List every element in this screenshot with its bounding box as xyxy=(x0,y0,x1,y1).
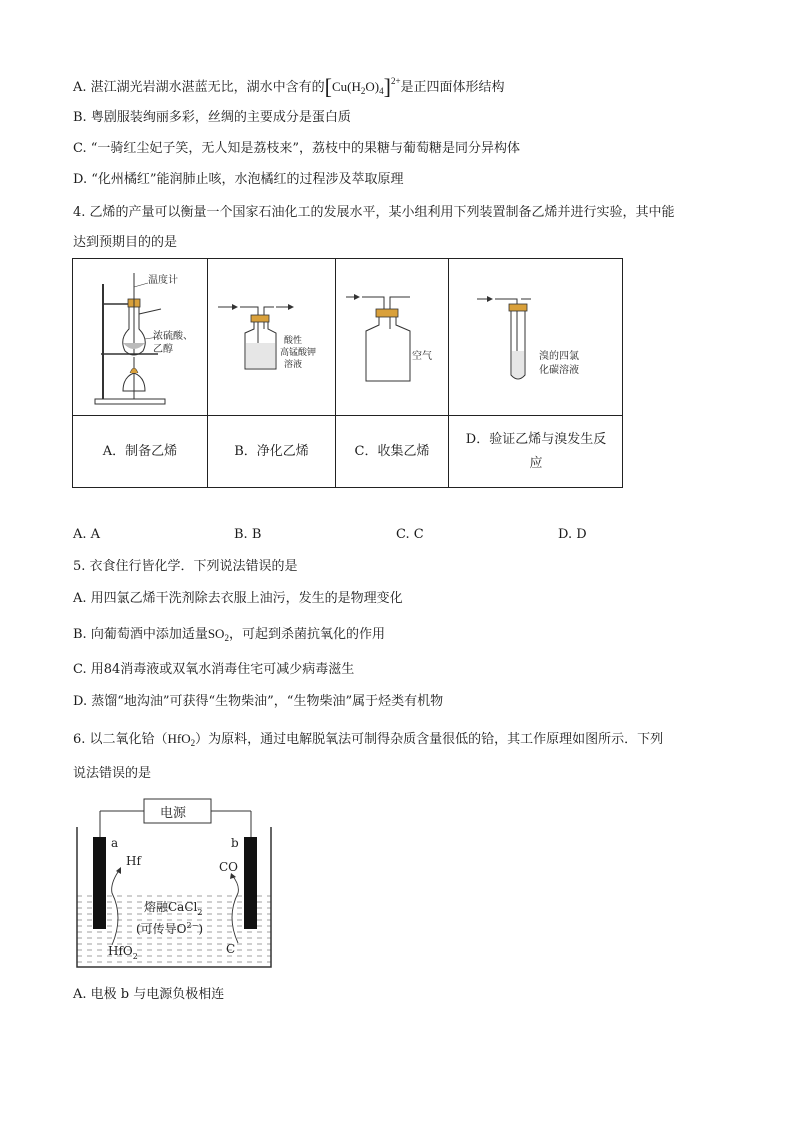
electrolysis-figure xyxy=(76,797,272,971)
q5-option-a: A. 用四氯乙烯干洗剂除去衣服上油污，发生的是物理变化 xyxy=(73,591,403,606)
electrode-a-label: a xyxy=(111,836,119,850)
apparatus-c-label-air: 空气 xyxy=(412,351,432,362)
q4-choice-c: C. C xyxy=(396,527,424,542)
so2-formula: $SO_2$ xyxy=(207,626,229,643)
apparatus-d-label-1: 溴的四氯 xyxy=(539,351,579,362)
q4-stem-line2: 达到预期目的的是 xyxy=(73,235,178,250)
apparatus-a-label-ethanol: 乙醇 xyxy=(153,344,173,355)
q4-cell-a: A．制备乙烯 xyxy=(102,444,178,459)
q5-option-b-text: B. 向葡萄酒中添加适量 xyxy=(73,627,208,642)
melt-note: (可传导$O^{2-}$) xyxy=(136,921,204,936)
apparatus-b-label-3: 溶液 xyxy=(284,360,303,370)
q6-stem-line1 xyxy=(73,729,663,753)
cu-complex-formula: $[Cu(H_2O)_4]^{2+}$ xyxy=(324,74,401,99)
apparatus-a-label-acid: 浓硫酸、 xyxy=(153,331,193,342)
q4-cell-d xyxy=(449,416,623,488)
hf-label: Hf xyxy=(126,854,141,868)
apparatus-b-label-1: 酸性 xyxy=(284,336,303,346)
q4-cell-d-line2: 应 xyxy=(529,456,543,471)
q4-choice-b: B. B xyxy=(234,527,262,542)
q4-choice-a: A. A xyxy=(73,527,101,542)
q6-stem-text-end: ）为原料，通过电解脱氧法可制得杂质含量很低的铪，其工作原理如图所示．下列 xyxy=(195,732,664,747)
hfo2-formula: HfO$_2$ xyxy=(167,731,196,748)
q3-option-a-text: A. 湛江湖光岩湖水湛蓝无比，湖水中含有的 xyxy=(73,80,325,95)
q6-option-a: A. 电极 b 与电源负极相连 xyxy=(73,987,225,1002)
apparatus-d-figure xyxy=(449,259,623,415)
q5-option-c: C. 用84消毒液或双氧水消毒住宅可减少病毒滋生 xyxy=(73,662,355,677)
q5-option-d: D. 蒸馏“地沟油”可获得“生物柴油”，“生物柴油”属于烃类有机物 xyxy=(73,694,444,709)
power-source-label: 电源 xyxy=(160,806,187,821)
q5-option-b-text-end: ，可起到杀菌抗氧化的作用 xyxy=(228,627,385,642)
q4-cell-d-line1: D．验证乙烯与溴发生反 xyxy=(465,432,607,447)
q4-stem-line1: 4. 乙烯的产量可以衡量一个国家石油化工的发展水平，某小组利用下列装置制备乙烯并进行实验，其中能 xyxy=(73,205,675,220)
q3-option-a xyxy=(73,71,505,101)
q3-option-a-text-end: 是正四面体形结构 xyxy=(400,80,505,95)
q4-choice-d: D. D xyxy=(558,527,587,542)
q3-option-c: C. “一骑红尘妃子笑，无人知是荔枝来”，荔枝中的果糖与葡萄糖是同分异构体 xyxy=(73,141,521,156)
q5-stem: 5. 衣食住行皆化学．下列说法错误的是 xyxy=(73,559,298,574)
hfo2-label: HfO$_2$ xyxy=(108,944,138,961)
q4-cell-c: C．收集乙烯 xyxy=(354,444,430,459)
apparatus-d-label-2: 化碳溶液 xyxy=(539,365,579,376)
apparatus-a-figure xyxy=(73,259,207,415)
q5-option-b xyxy=(73,624,385,648)
apparatus-b-label-2: 高锰酸钾 xyxy=(280,348,317,358)
electrode-a xyxy=(93,837,106,929)
q3-option-d: D. “化州橘红”能润肺止咳，水泡橘红的过程涉及萃取原理 xyxy=(73,172,404,187)
electrode-b xyxy=(244,837,257,929)
q3-option-b: B. 粤剧服装绚丽多彩，丝绸的主要成分是蛋白质 xyxy=(73,110,351,125)
electrode-b-label: b xyxy=(231,836,239,850)
apparatus-a-label-thermometer: 温度计 xyxy=(148,275,178,286)
q6-stem-text: 6. 以二氧化铪（ xyxy=(73,732,168,747)
apparatus-b-figure xyxy=(208,259,335,415)
q4-apparatus-table xyxy=(72,258,623,488)
co-label: CO xyxy=(219,860,239,874)
apparatus-c-figure xyxy=(336,259,448,415)
q4-cell-b: B．净化乙烯 xyxy=(234,444,309,459)
carbon-label: C xyxy=(226,942,236,956)
melt-label: 熔融CaCl$_2$ xyxy=(144,900,203,917)
q6-stem-line2: 说法错误的是 xyxy=(73,766,152,781)
